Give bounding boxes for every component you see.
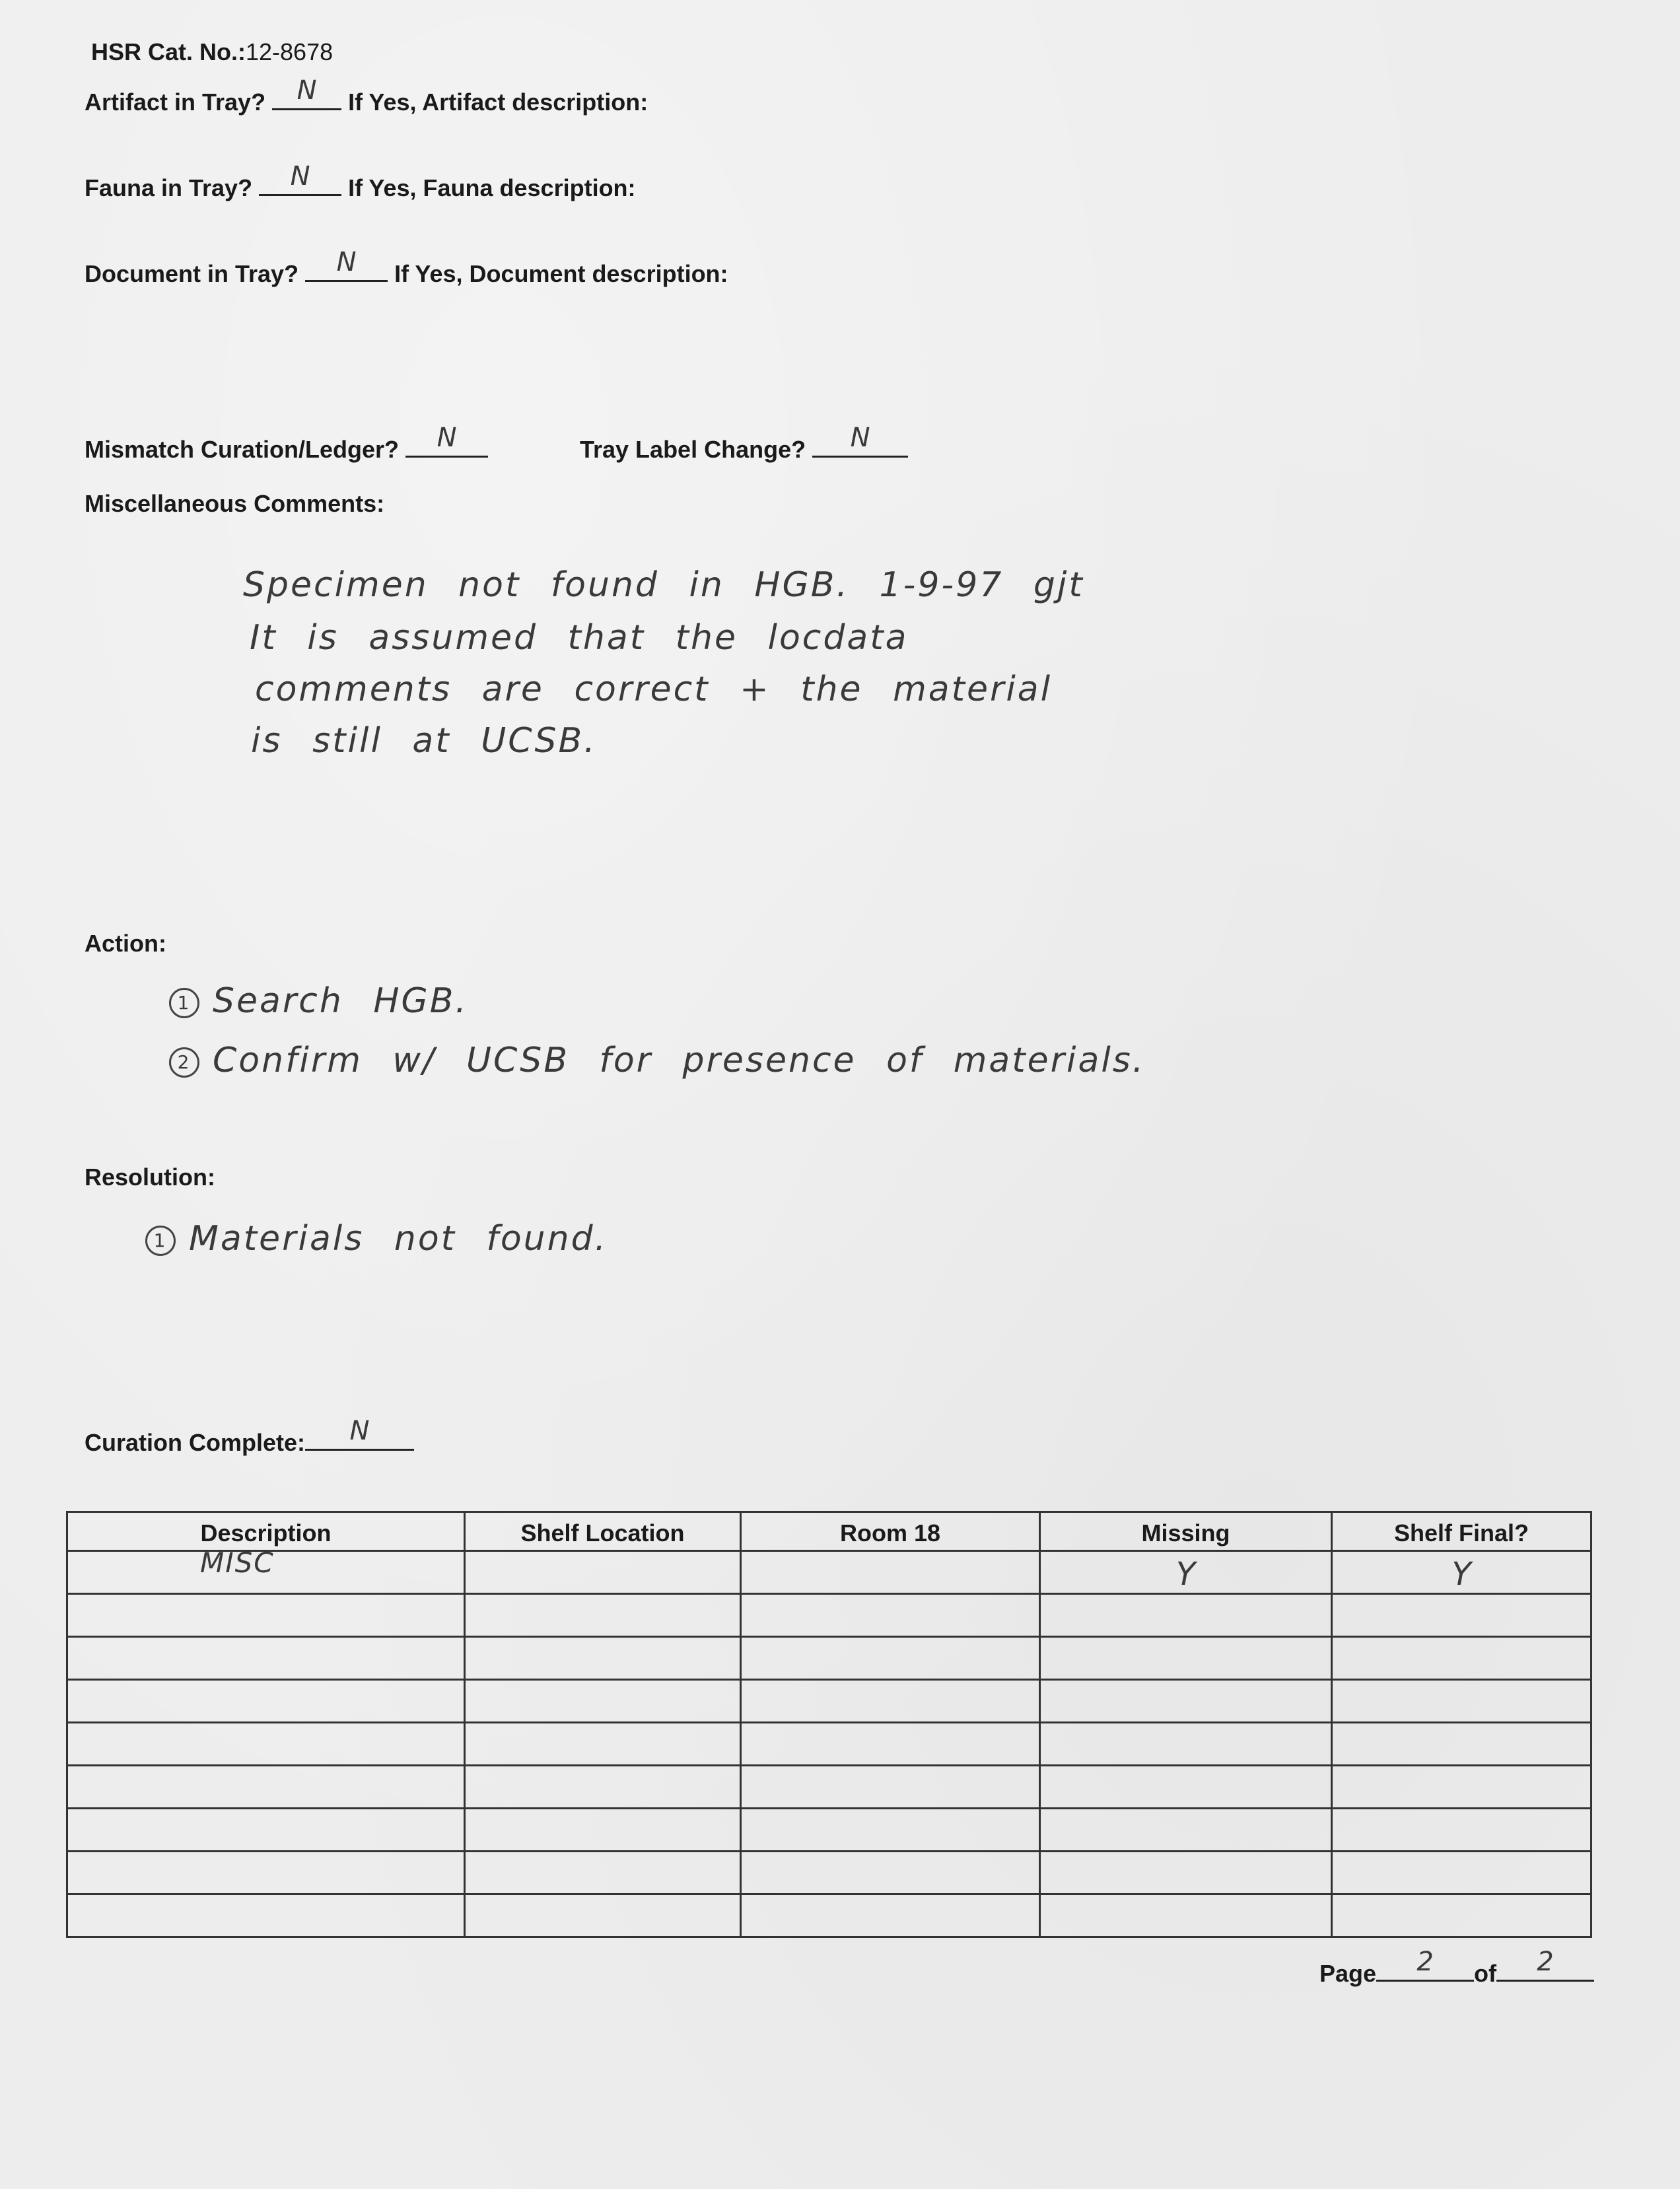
column-header-room: Room 18 — [741, 1512, 1040, 1551]
table-cell[interactable] — [67, 1766, 465, 1809]
artifact-answer: N — [297, 75, 317, 106]
table-row — [67, 1852, 1592, 1894]
comment-line-4: is still at UCSB. — [251, 721, 597, 761]
table-cell[interactable] — [1040, 1551, 1332, 1594]
table-cell[interactable] — [1332, 1594, 1592, 1637]
table-cell[interactable] — [465, 1551, 741, 1594]
table-row — [67, 1766, 1592, 1809]
table-cell[interactable] — [1040, 1894, 1332, 1937]
resolution-item-1 — [145, 1219, 608, 1259]
fauna-label: Fauna in Tray? — [85, 174, 253, 201]
table-cell[interactable] — [67, 1894, 465, 1937]
comment-line-2: It is assumed that the locdata — [250, 618, 909, 658]
catalog-number-label: HSR Cat. No.: — [91, 38, 246, 65]
page-current: 2 — [1417, 1947, 1434, 1977]
table-cell[interactable] — [67, 1546, 465, 1594]
page-total-field[interactable] — [1496, 1947, 1594, 1982]
catalog-number-value: 12-8678 — [246, 38, 333, 65]
artifact-answer-field[interactable] — [272, 75, 341, 110]
action-item-1-number: 1 — [169, 988, 199, 1018]
mismatch-answer-field[interactable] — [405, 423, 488, 458]
comments-heading: Miscellaneous Comments: — [85, 490, 385, 517]
column-header-shelf-final: Shelf Final? — [1332, 1512, 1592, 1551]
table-cell[interactable] — [741, 1852, 1040, 1894]
table-row — [67, 1637, 1592, 1680]
page-label: Page — [1319, 1960, 1377, 1987]
table-row — [67, 1680, 1592, 1723]
page-number — [1319, 1947, 1594, 1988]
table-cell[interactable] — [1040, 1594, 1332, 1637]
resolution-item-1-number: 1 — [145, 1226, 176, 1256]
document-answer: N — [336, 247, 357, 277]
mismatch-label: Mismatch Curation/Ledger? — [85, 436, 400, 463]
mismatch-answer: N — [437, 423, 457, 453]
table-cell[interactable] — [741, 1766, 1040, 1809]
table-cell[interactable] — [1332, 1551, 1592, 1594]
table-cell[interactable] — [67, 1594, 465, 1637]
tray-label-change-row — [580, 423, 908, 464]
table-row — [67, 1809, 1592, 1852]
table-cell[interactable] — [1040, 1637, 1332, 1680]
cell-value: Y — [1175, 1556, 1196, 1593]
cell-value: MISC — [200, 1546, 275, 1579]
table-cell[interactable] — [1332, 1852, 1592, 1894]
table-row — [67, 1551, 1592, 1594]
catalog-number — [91, 38, 333, 66]
table-cell[interactable] — [465, 1594, 741, 1637]
table-cell[interactable] — [1040, 1852, 1332, 1894]
table-cell[interactable] — [1332, 1894, 1592, 1937]
column-header-missing: Missing — [1040, 1512, 1332, 1551]
artifact-row — [85, 75, 648, 116]
table-cell[interactable] — [1332, 1680, 1592, 1723]
action-heading: Action: — [85, 930, 166, 957]
curation-table — [66, 1511, 1592, 1938]
table-cell[interactable] — [465, 1680, 741, 1723]
table-row — [67, 1594, 1592, 1637]
page-current-field[interactable] — [1376, 1947, 1474, 1982]
tray-label-change-answer-field[interactable] — [812, 423, 908, 458]
table-cell[interactable] — [741, 1894, 1040, 1937]
fauna-row — [85, 161, 636, 202]
table-cell[interactable] — [1040, 1723, 1332, 1766]
table-cell[interactable] — [67, 1723, 465, 1766]
table-cell[interactable] — [741, 1637, 1040, 1680]
document-label: Document in Tray? — [85, 260, 299, 287]
comment-line-1: Specimen not found in HGB. 1-9-97 gjt — [243, 565, 1084, 605]
curation-complete-row — [85, 1416, 414, 1457]
table-cell[interactable] — [465, 1894, 741, 1937]
table-cell[interactable] — [465, 1723, 741, 1766]
table-cell[interactable] — [465, 1852, 741, 1894]
table-cell[interactable] — [1332, 1723, 1592, 1766]
table-cell[interactable] — [741, 1551, 1040, 1594]
table-cell[interactable] — [1332, 1766, 1592, 1809]
action-item-2-text: Confirm w/ UCSB for presence of materials. — [213, 1041, 1146, 1080]
artifact-desc-label: If Yes, Artifact description: — [348, 88, 648, 116]
page-total: 2 — [1537, 1947, 1554, 1977]
table-cell[interactable] — [465, 1809, 741, 1852]
action-item-2-number: 2 — [169, 1047, 199, 1078]
table-cell[interactable] — [465, 1637, 741, 1680]
table-cell[interactable] — [67, 1680, 465, 1723]
action-item-1-text: Search HGB. — [213, 981, 468, 1021]
table-row — [67, 1894, 1592, 1937]
table-cell[interactable] — [1040, 1680, 1332, 1723]
table-cell[interactable] — [1332, 1637, 1592, 1680]
page-of-label: of — [1474, 1960, 1497, 1987]
table-cell[interactable] — [741, 1723, 1040, 1766]
table-row — [67, 1723, 1592, 1766]
fauna-answer-field[interactable] — [259, 161, 341, 196]
curation-complete-answer-field[interactable] — [305, 1416, 414, 1451]
action-item-2 — [169, 1041, 1145, 1080]
curation-complete-answer: N — [349, 1416, 370, 1446]
table-cell[interactable] — [1332, 1809, 1592, 1852]
resolution-heading: Resolution: — [85, 1164, 215, 1191]
table-cell[interactable] — [67, 1852, 465, 1894]
cell-value: Y — [1452, 1556, 1471, 1593]
fauna-answer: N — [290, 161, 310, 191]
fauna-desc-label: If Yes, Fauna description: — [348, 174, 636, 201]
tray-label-change-label: Tray Label Change? — [580, 436, 806, 463]
table-cell[interactable] — [741, 1594, 1040, 1637]
table-cell[interactable] — [465, 1766, 741, 1809]
resolution-item-1-text: Materials not found. — [189, 1219, 608, 1259]
table-cell[interactable] — [67, 1637, 465, 1680]
table-cell[interactable] — [741, 1809, 1040, 1852]
action-item-1 — [169, 981, 468, 1021]
comment-line-3: comments are correct + the material — [255, 670, 1053, 709]
document-answer-field[interactable] — [305, 247, 388, 282]
tray-label-change-answer: N — [850, 423, 870, 453]
table-header-row — [67, 1512, 1592, 1551]
column-header-shelf-location: Shelf Location — [465, 1512, 741, 1551]
table-cell[interactable] — [741, 1680, 1040, 1723]
table-cell[interactable] — [1040, 1809, 1332, 1852]
mismatch-row — [85, 423, 488, 464]
table-cell[interactable] — [1040, 1766, 1332, 1809]
document-row — [85, 247, 728, 288]
column-header-description: Description — [67, 1512, 465, 1551]
curation-complete-label: Curation Complete: — [85, 1429, 306, 1456]
document-desc-label: If Yes, Document description: — [394, 260, 728, 287]
artifact-label: Artifact in Tray? — [85, 88, 266, 116]
table-cell[interactable] — [67, 1809, 465, 1852]
